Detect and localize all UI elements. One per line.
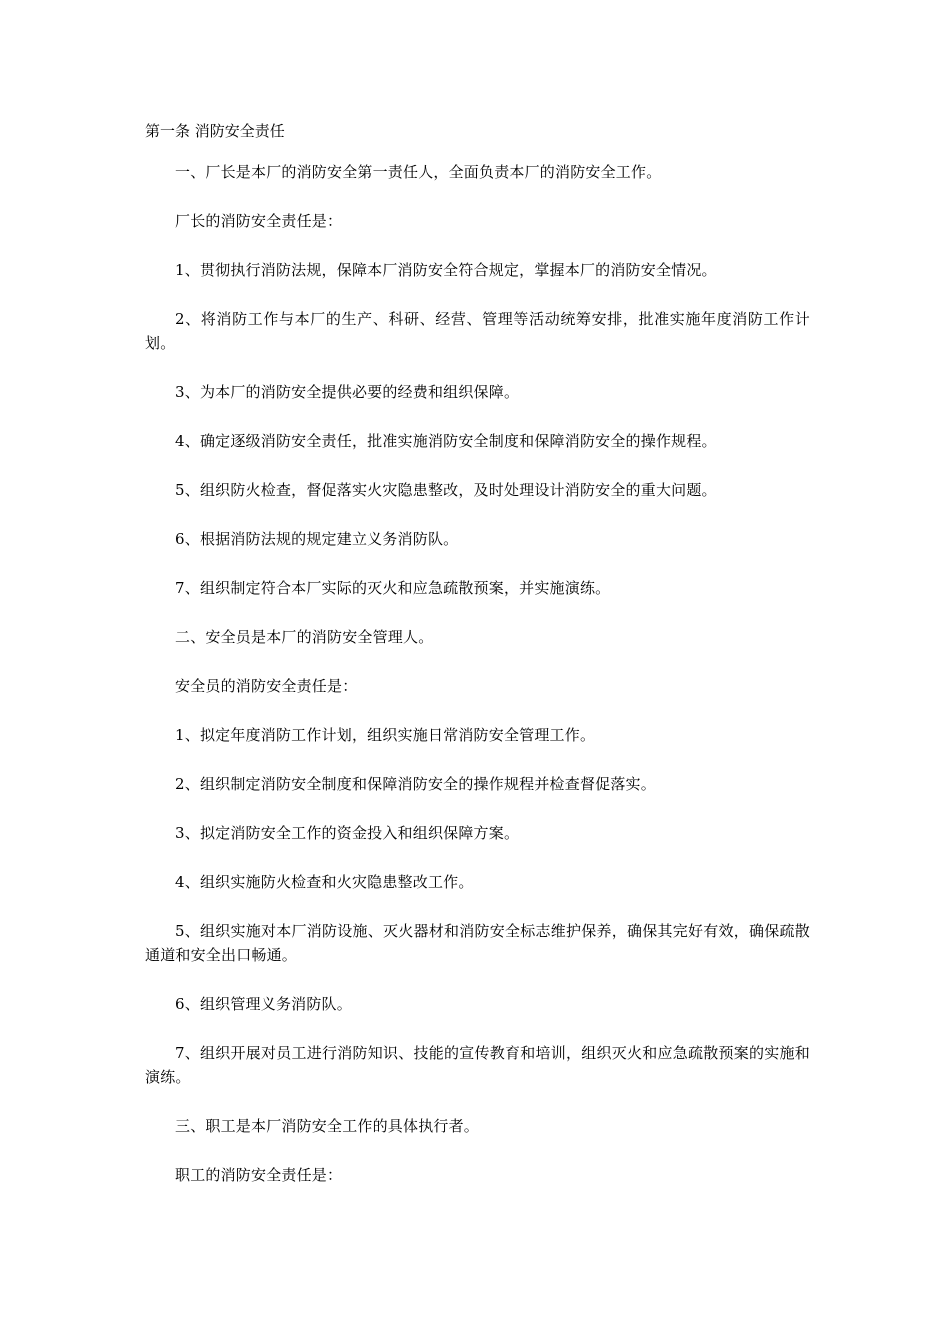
paragraph-18: 7、组织开展对员工进行消防知识、技能的宣传教育和培训，组织灭火和应急疏散预案的实施和演练。 <box>145 1044 810 1086</box>
section-heading: 第一条 消防安全责任 <box>145 122 285 140</box>
paragraph-7: 5、组织防火检查，督促落实火灾隐患整改，及时处理设计消防安全的重大问题。 <box>175 481 717 499</box>
paragraph-8: 6、根据消防法规的规定建立义务消防队。 <box>175 530 459 548</box>
paragraph-3: 1、贯彻执行消防法规，保障本厂消防安全符合规定，掌握本厂的消防安全情况。 <box>175 261 717 279</box>
paragraph-11: 安全员的消防安全责任是： <box>175 677 358 695</box>
paragraph-12: 1、拟定年度消防工作计划，组织实施日常消防安全管理工作。 <box>175 726 596 744</box>
paragraph-20: 职工的消防安全责任是： <box>175 1166 343 1184</box>
document-page <box>145 120 810 1212</box>
paragraph-17: 6、组织管理义务消防队。 <box>175 995 352 1013</box>
paragraph-14: 3、拟定消防安全工作的资金投入和组织保障方案。 <box>175 824 520 842</box>
paragraph-9: 7、组织制定符合本厂实际的灭火和应急疏散预案，并实施演练。 <box>175 579 611 597</box>
paragraph-2: 厂长的消防安全责任是： <box>175 212 343 230</box>
paragraph-15: 4、组织实施防火检查和火灾隐患整改工作。 <box>175 873 474 891</box>
paragraph-19: 三、职工是本厂消防安全工作的具体执行者。 <box>175 1117 480 1135</box>
paragraph-5: 3、为本厂的消防安全提供必要的经费和组织保障。 <box>175 383 520 401</box>
paragraph-10: 二、安全员是本厂的消防安全管理人。 <box>175 628 434 646</box>
paragraph-13: 2、组织制定消防安全制度和保障消防安全的操作规程并检查督促落实。 <box>175 775 656 793</box>
paragraph-6: 4、确定逐级消防安全责任，批准实施消防安全制度和保障消防安全的操作规程。 <box>175 432 717 450</box>
paragraph-4: 2、将消防工作与本厂的生产、科研、经营、管理等活动统筹安排，批准实施年度消防工作计划。 <box>145 310 810 352</box>
paragraph-16: 5、组织实施对本厂消防设施、灭火器材和消防安全标志维护保养，确保其完好有效，确保疏散通道和安全出口畅通。 <box>145 922 810 964</box>
paragraph-1: 一、厂长是本厂的消防安全第一责任人，全面负责本厂的消防安全工作。 <box>175 163 662 181</box>
